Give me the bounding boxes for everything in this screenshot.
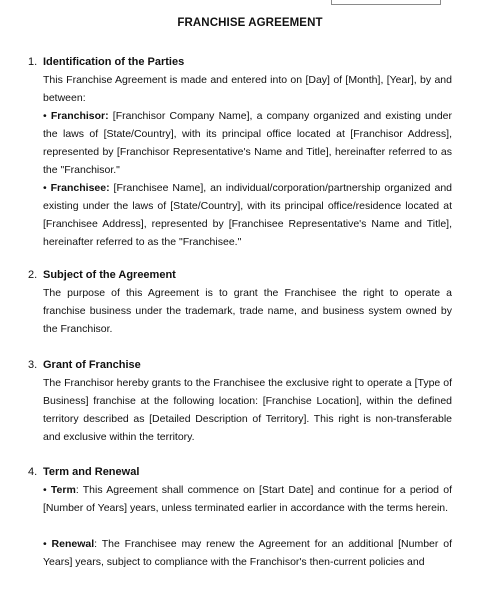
- section-title: Subject of the Agreement: [43, 269, 176, 281]
- section-2-body: The purpose of this Agreement is to grant the Franchisee the right to operate a franchise business under the trademark, trade name, and business system owned by the Franchisor.: [43, 287, 452, 335]
- clause-text: [Franchisor Company Name], a company organized and existing under the laws of [State/Country], with its principal office located at [Franchisor Address], represented by [Franchisor Representative's Name and Title], hereinafter referred to as the "Franchisor.": [43, 110, 452, 176]
- section-title: Grant of Franchise: [43, 359, 141, 371]
- clause-text: : This Agreement shall commence on [Start Date] and continue for a period of [Number of Years] years, unless terminated earlier in accordance with the terms herein.: [43, 484, 452, 514]
- section-3-body: The Franchisor hereby grants to the Franchisee the exclusive right to operate a [Type of Business] franchise at the following location: [Franchise Location], within the defined territory described as [Detailed Description of Territory]. This right is non-transferable and exclusive within the territory.: [43, 377, 452, 443]
- section-number: 2.: [28, 269, 38, 281]
- section-number: 1.: [28, 56, 38, 68]
- bullet: •: [43, 110, 47, 122]
- clause-text: : The Franchisee may renew the Agreement for an additional [Number of Years] years, subject to compliance with the Franchisor's then-current policies and: [43, 538, 452, 568]
- section-number: 4.: [28, 466, 38, 478]
- section-heading-3: [28, 356, 141, 374]
- clause-label: Term: [50, 484, 76, 496]
- section-heading-1: [28, 53, 184, 71]
- top-frame-edge: [331, 0, 441, 5]
- section-title: Term and Renewal: [43, 466, 140, 478]
- section-number: 3.: [28, 359, 38, 371]
- clause-label: Franchisor:: [50, 110, 109, 122]
- clause-label: Franchisee:: [50, 182, 110, 194]
- term-clause: [43, 481, 452, 517]
- bullet: •: [43, 538, 47, 550]
- section-heading-4: [28, 463, 139, 481]
- renewal-clause: [43, 535, 452, 571]
- section-title: Identification of the Parties: [43, 56, 185, 68]
- franchisee-clause: [43, 179, 452, 251]
- section-heading-2: [28, 266, 176, 284]
- section-1-intro: This Franchise Agreement is made and entered into on [Day] of [Month], [Year], by and between:: [43, 74, 452, 104]
- clause-text: [Franchisee Name], an individual/corporation/partnership organized and existing under the laws of [State/Country], with its principal office/residence located at [Franchisee Address], represented by [Franchisee Representative's Name and Title], hereinafter referred to as the "Franchisee.": [43, 182, 452, 248]
- bullet: •: [43, 182, 47, 194]
- bullet: •: [43, 484, 47, 496]
- document-title: FRANCHISE AGREEMENT: [177, 17, 323, 29]
- clause-label: Renewal: [51, 538, 95, 550]
- franchisor-clause: [43, 107, 452, 179]
